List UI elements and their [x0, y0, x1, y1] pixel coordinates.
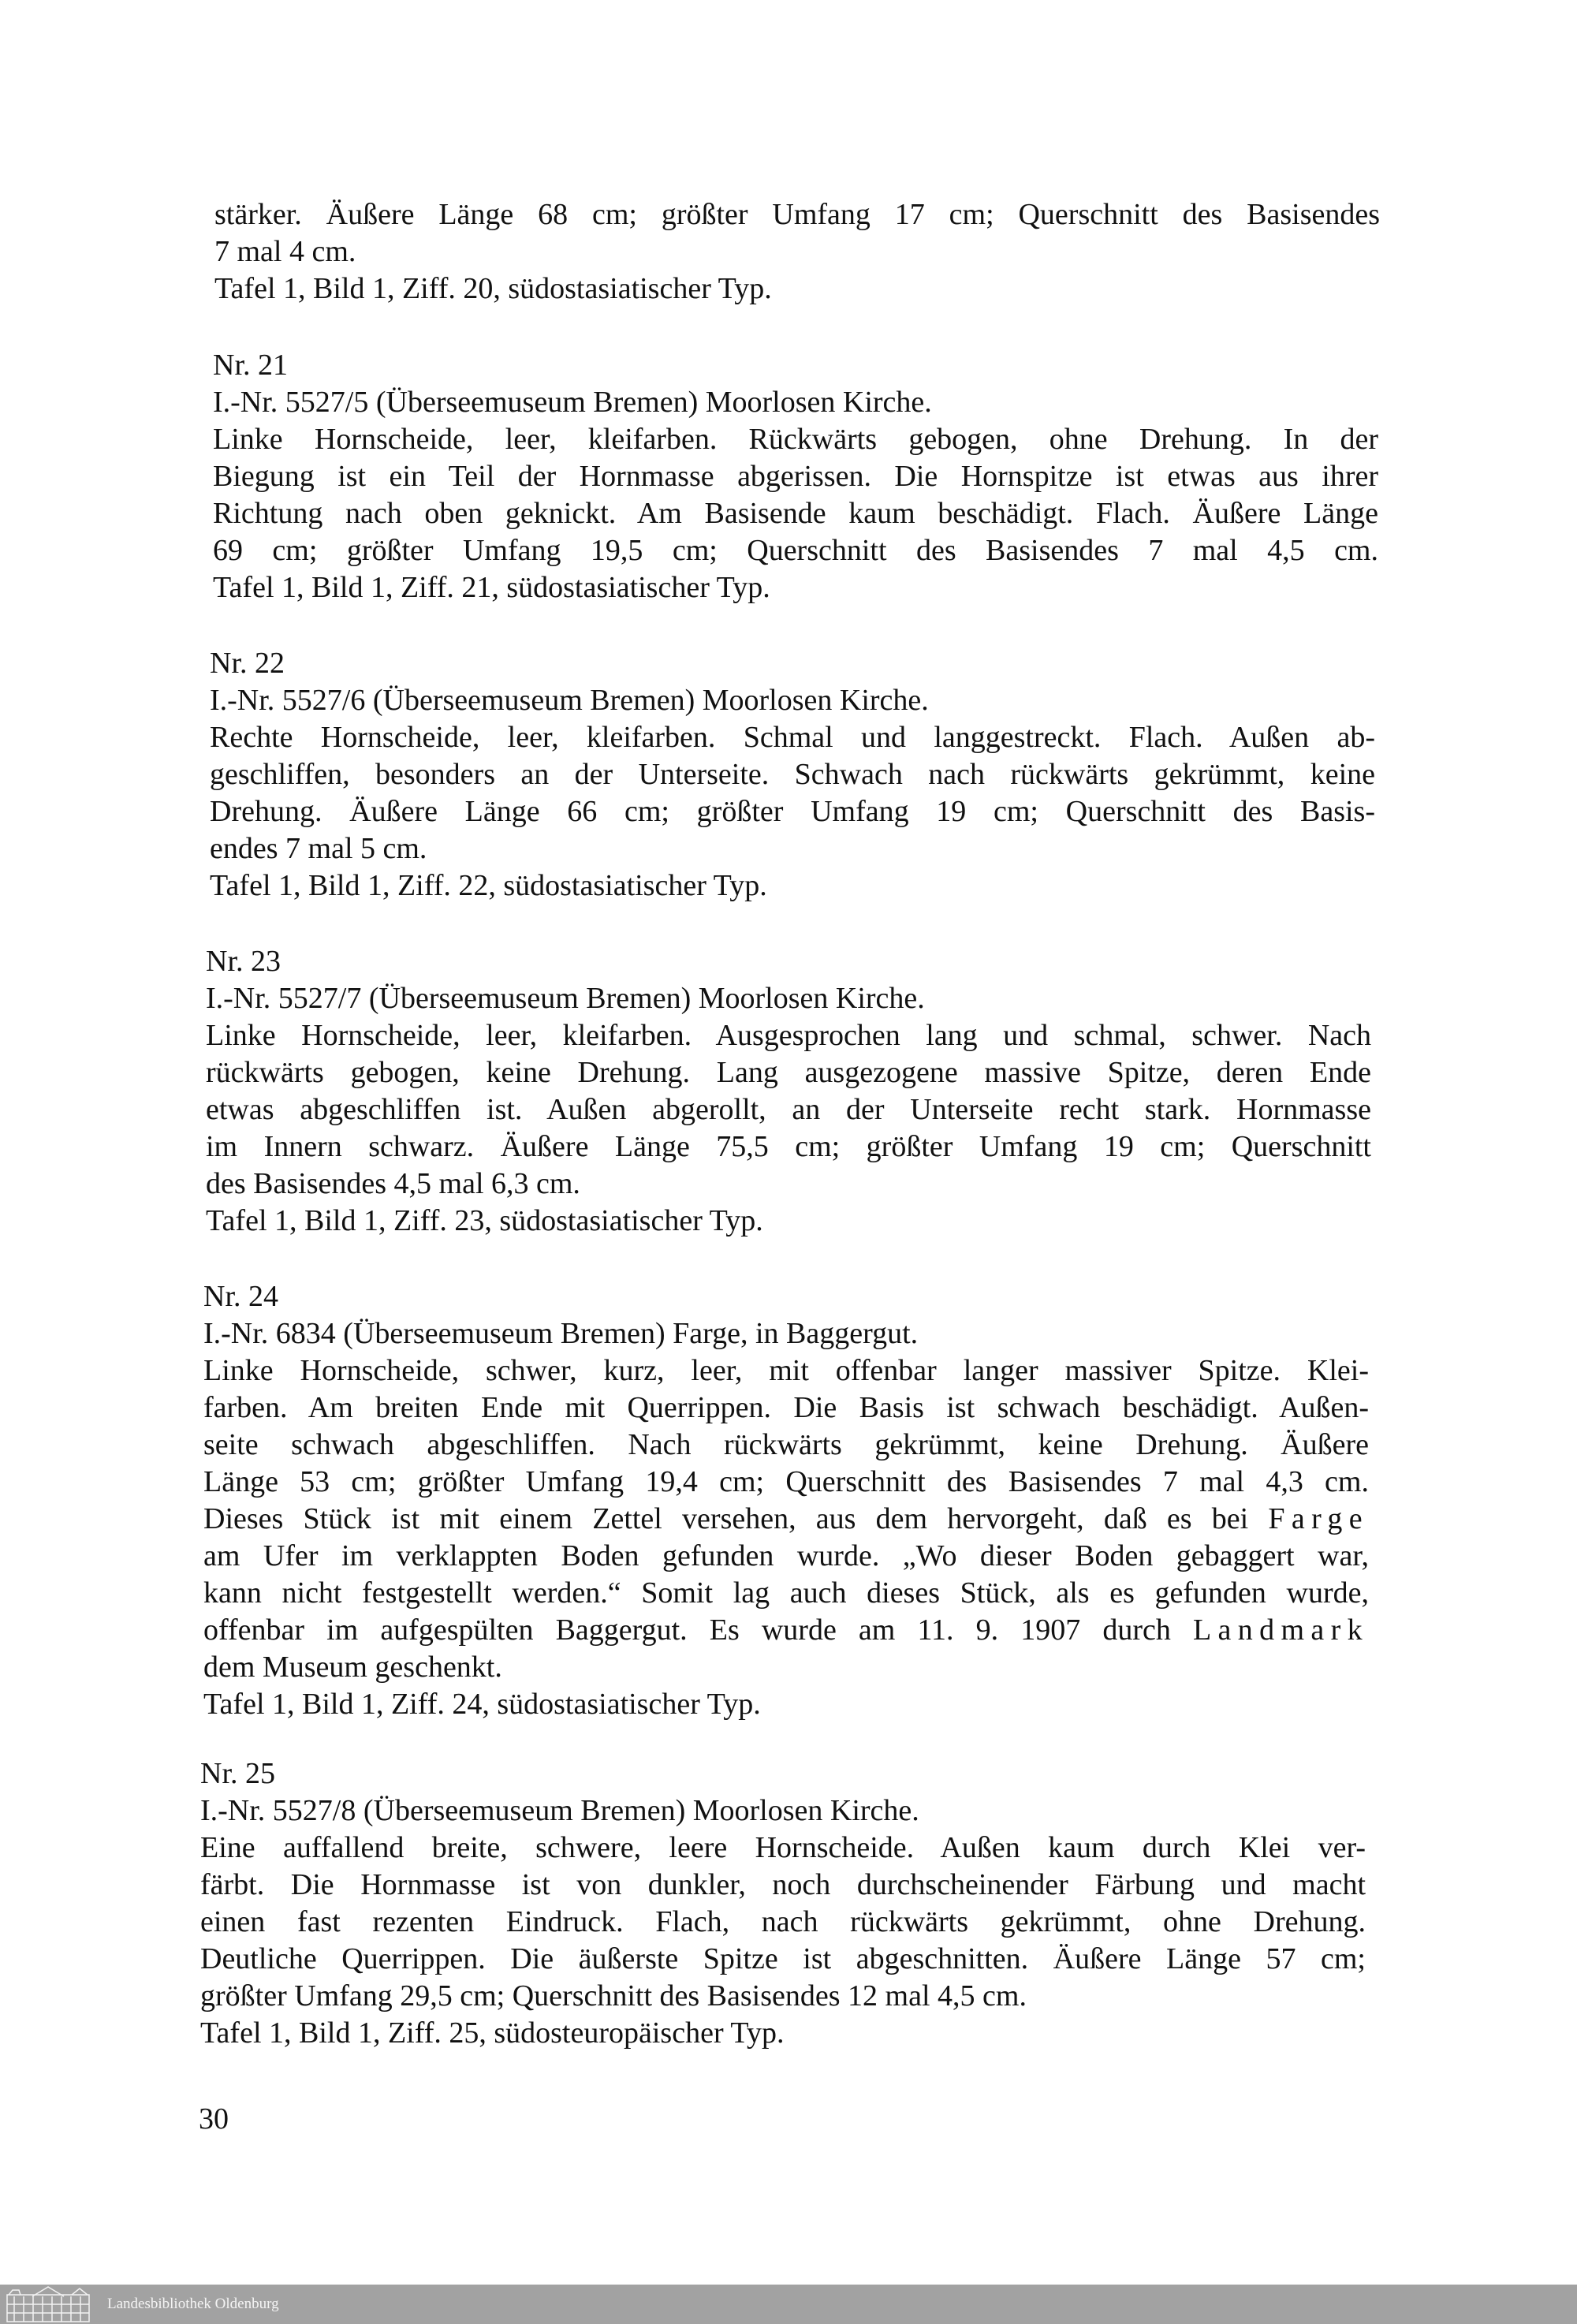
- entry-block: [214, 196, 1380, 308]
- text-line: Tafel 1, Bild 1, Ziff. 20, südostasiatischer Typ.: [214, 272, 772, 305]
- text-line: größter Umfang 29,5 cm; Querschnitt des Basisendes 12 mal 4,5 cm.: [200, 1979, 1027, 2013]
- text-line: im Innern schwarz. Äußere Länge 75,5 cm; größter Umfang 19 cm; Querschnitt: [206, 1130, 1371, 1163]
- text-line: endes 7 mal 5 cm.: [210, 832, 427, 865]
- library-name: Landesbibliothek Oldenburg: [107, 2296, 279, 2312]
- text-line: Rechte Hornscheide, leer, kleifarben. Schmal und langgestreckt. Flach. Außen ab-: [210, 721, 1375, 754]
- text-line: einen fast rezenten Eindruck. Flach, nach rückwärts gekrümmt, ohne Drehung.: [200, 1905, 1366, 1938]
- entry-heading: Nr. 21: [213, 349, 288, 382]
- text-line: rückwärts gebogen, keine Drehung. Lang ausgezogene massive Spitze, deren Ende: [206, 1056, 1371, 1089]
- text-line: Dieses Stück ist mit einem Zettel versehen, aus dem hervorgeht, daß es bei Farge: [203, 1502, 1369, 1535]
- text-line: dem Museum geschenkt.: [203, 1651, 502, 1684]
- text-line: Linke Hornscheide, leer, kleifarben. Rückwärts gebogen, ohne Drehung. In der: [213, 423, 1378, 456]
- text-line: Tafel 1, Bild 1, Ziff. 24, südostasiatischer Typ.: [203, 1688, 761, 1721]
- entry-heading: Nr. 23: [206, 945, 281, 978]
- text-line: stärker. Äußere Länge 68 cm; größter Umfang 17 cm; Querschnitt des Basisendes: [214, 198, 1380, 231]
- text-line: I.-Nr. 5527/7 (Überseemuseum Bremen) Moorlosen Kirche.: [206, 982, 925, 1015]
- text-line: Linke Hornscheide, leer, kleifarben. Ausgesprochen lang und schmal, schwer. Nach: [206, 1019, 1371, 1052]
- text-line: Tafel 1, Bild 1, Ziff. 25, südosteuropäischer Typ.: [200, 2016, 785, 2050]
- text-line: kann nicht festgestellt werden.“ Somit lag auch dieses Stück, als es gefunden wurde,: [203, 1576, 1369, 1610]
- text-line: I.-Nr. 5527/6 (Überseemuseum Bremen) Moorlosen Kirche.: [210, 684, 929, 717]
- text-line: offenbar im aufgespülten Baggergut. Es wurde am 11. 9. 1907 durch Landmark: [203, 1613, 1369, 1647]
- entry-block: [213, 347, 1378, 606]
- text-line: I.-Nr. 6834 (Überseemuseum Bremen) Farge, in Baggergut.: [203, 1317, 919, 1350]
- text-line: I.-Nr. 5527/5 (Überseemuseum Bremen) Moorlosen Kirche.: [213, 386, 932, 419]
- entry-block: [206, 943, 1371, 1240]
- entry-heading: Nr. 22: [210, 647, 285, 680]
- text-line: Tafel 1, Bild 1, Ziff. 23, südostasiatischer Typ.: [206, 1204, 763, 1237]
- spaced-name: Farge: [1268, 1502, 1369, 1535]
- text-line: Drehung. Äußere Länge 66 cm; größter Umfang 19 cm; Querschnitt des Basis-: [210, 795, 1375, 828]
- text-line: etwas abgeschliffen ist. Außen abgerollt, an der Unterseite recht stark. Hornmasse: [206, 1093, 1371, 1126]
- text-line: 69 cm; größter Umfang 19,5 cm; Querschnitt des Basisendes 7 mal 4,5 cm.: [213, 534, 1378, 567]
- text-line: Länge 53 cm; größter Umfang 19,4 cm; Querschnitt des Basisendes 7 mal 4,3 cm.: [203, 1465, 1369, 1498]
- text-line: Biegung ist ein Teil der Hornmasse abgerissen. Die Hornspitze ist etwas aus ihrer: [213, 460, 1378, 493]
- text-line: Eine auffallend breite, schwere, leere Hornscheide. Außen kaum durch Klei ver-: [200, 1831, 1366, 1864]
- spaced-name: Landmark: [1192, 1613, 1369, 1647]
- text-line: seite schwach abgeschliffen. Nach rückwärts gekrümmt, keine Drehung. Äußere: [203, 1428, 1369, 1461]
- text-line: Tafel 1, Bild 1, Ziff. 21, südostasiatischer Typ.: [213, 571, 770, 604]
- entry-block: [200, 1755, 1366, 2052]
- library-building-logo-icon: [5, 2285, 91, 2323]
- text-line: färbt. Die Hornmasse ist von dunkler, noch durchscheinender Färbung und macht: [200, 1868, 1366, 1901]
- library-footer-bar: [0, 2285, 1577, 2324]
- text-line: Richtung nach oben geknickt. Am Basisende kaum beschädigt. Flach. Äußere Länge: [213, 497, 1378, 530]
- entry-heading: Nr. 25: [200, 1757, 275, 1790]
- entry-heading: Nr. 24: [203, 1280, 278, 1313]
- text-line: Tafel 1, Bild 1, Ziff. 22, südostasiatischer Typ.: [210, 869, 767, 902]
- text-line: 7 mal 4 cm.: [214, 235, 356, 268]
- entry-block: [210, 645, 1375, 905]
- entry-block: [203, 1278, 1369, 1723]
- text-line: Deutliche Querrippen. Die äußerste Spitze ist abgeschnitten. Äußere Länge 57 cm;: [200, 1942, 1366, 1975]
- text-line: farben. Am breiten Ende mit Querrippen. Die Basis ist schwach beschädigt. Außen-: [203, 1391, 1369, 1424]
- text-line: I.-Nr. 5527/8 (Überseemuseum Bremen) Moorlosen Kirche.: [200, 1794, 919, 1827]
- text-line: am Ufer im verklappten Boden gefunden wurde. „Wo dieser Boden gebaggert war,: [203, 1539, 1369, 1572]
- text-line: geschliffen, besonders an der Unterseite. Schwach nach rückwärts gekrümmt, keine: [210, 758, 1375, 791]
- text-line: des Basisendes 4,5 mal 6,3 cm.: [206, 1167, 580, 1200]
- page-number: 30: [199, 2102, 229, 2136]
- text-line: Linke Hornscheide, schwer, kurz, leer, mit offenbar langer massiver Spitze. Klei-: [203, 1354, 1369, 1387]
